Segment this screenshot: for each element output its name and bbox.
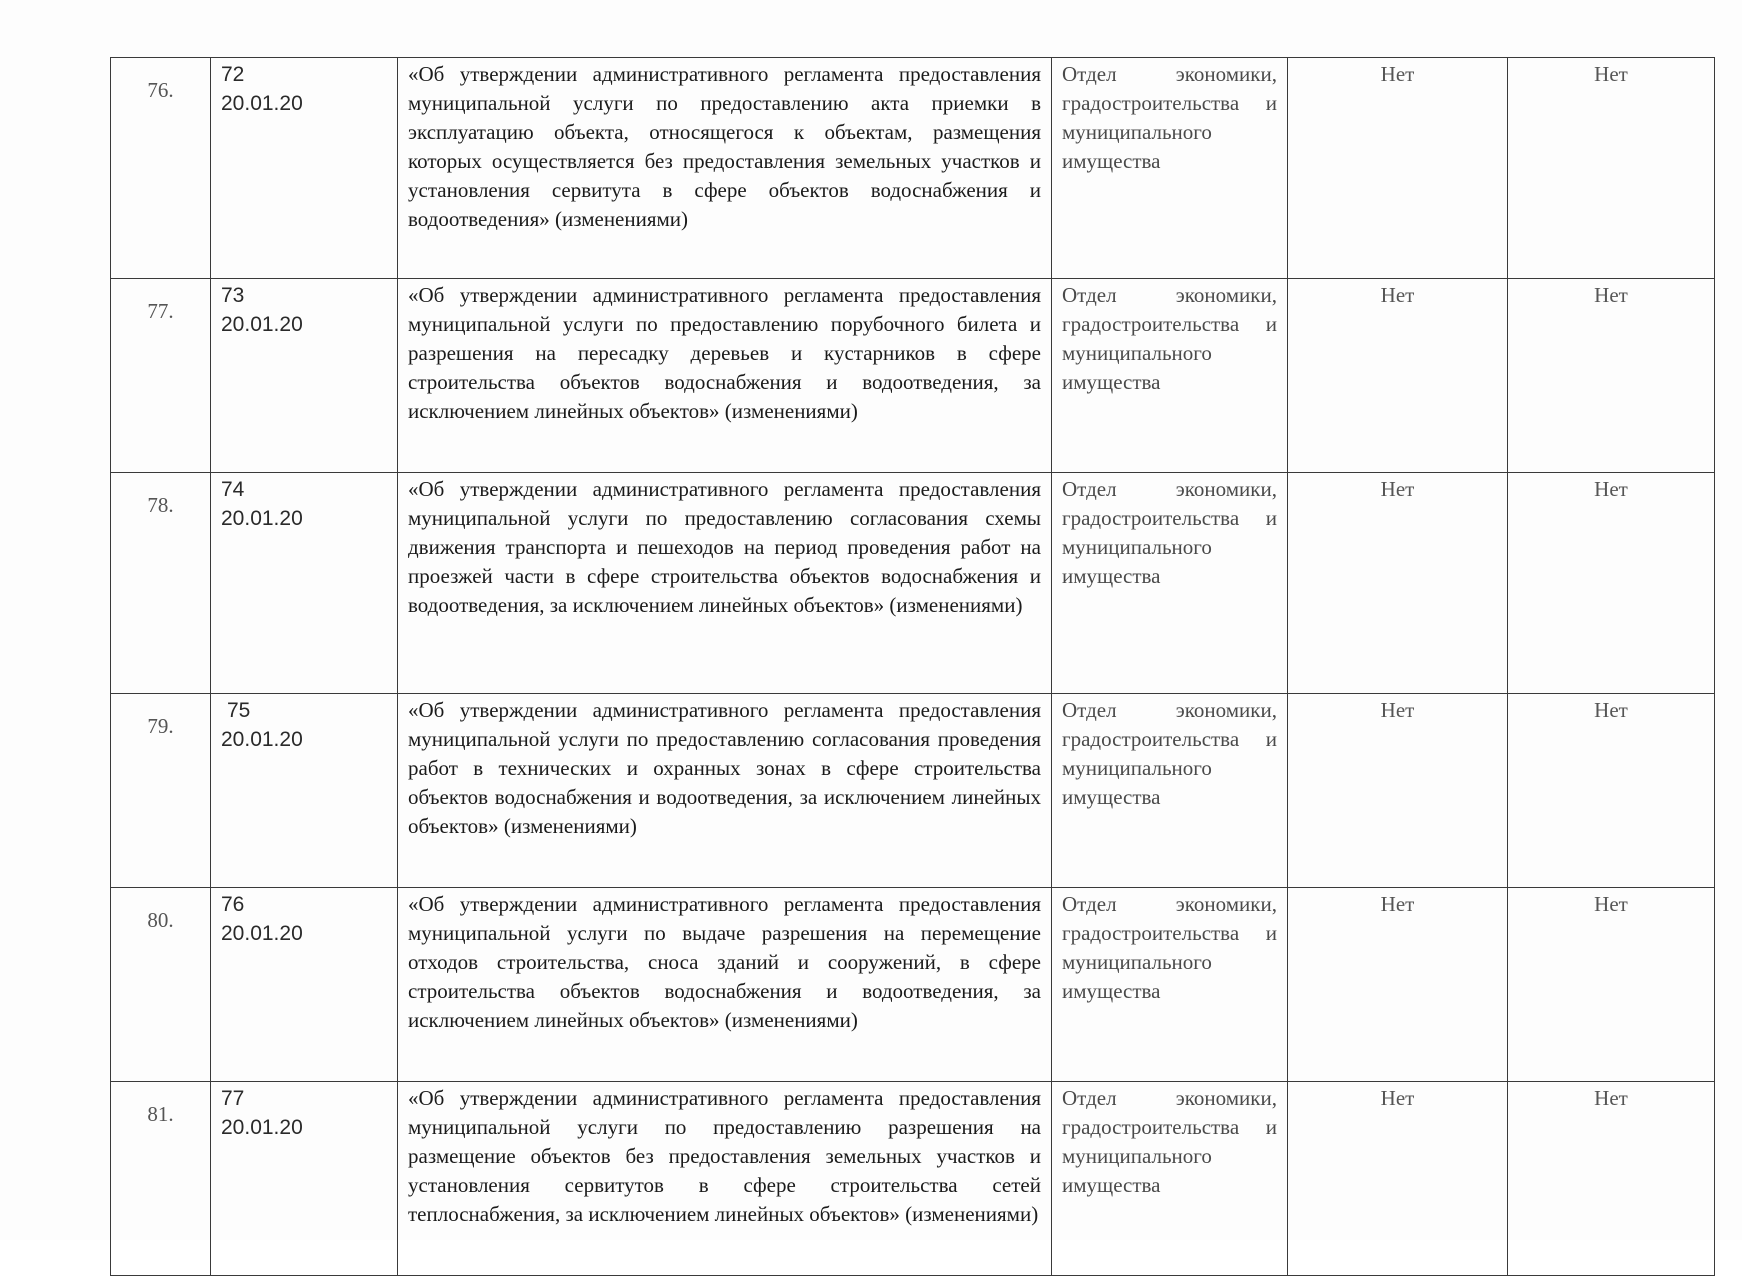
responsible-department: Отдел экономики, градостроительства и муниципального имущества (1052, 1082, 1288, 1276)
document-date: 20.01.20 (221, 1116, 303, 1139)
table-row (111, 694, 1715, 888)
responsible-department: Отдел экономики, градостроительства и муниципального имущества (1052, 888, 1288, 1082)
document-date: 20.01.20 (221, 922, 303, 945)
row-number: 76. (111, 58, 211, 279)
table-row (111, 279, 1715, 473)
document-ref (211, 279, 398, 473)
status-cell: Нет (1508, 279, 1715, 473)
row-number: 81. (111, 1082, 211, 1276)
table-row (111, 473, 1715, 694)
row-number: 80. (111, 888, 211, 1082)
responsible-department: Отдел экономики, градостроительства и муниципального имущества (1052, 279, 1288, 473)
status-cell: Нет (1508, 694, 1715, 888)
document-ref (211, 58, 398, 279)
document-date: 20.01.20 (221, 507, 303, 530)
document-number: 76 (221, 893, 245, 916)
document-number: 73 (221, 284, 245, 307)
document-ref (211, 473, 398, 694)
status-cell: Нет (1288, 694, 1508, 888)
document-number: 74 (221, 478, 245, 501)
document-title: «Об утверждении административного регламента предоставления муниципальной услуги по выдаче разрешения на перемещение отходов строительства, сноса зданий и сооружений, в сфере строительства объектов водоснабжения и водоотведения, за исключением линейных объектов» (изменениями) (398, 888, 1052, 1082)
document-title: «Об утверждении административного регламента предоставления муниципальной услуги по предоставлению согласования проведения работ в технических и охранных зонах в сфере строительства объектов водоснабжения и водоотведения, за исключением линейных объектов» (изменениями) (398, 694, 1052, 888)
status-cell: Нет (1288, 1082, 1508, 1276)
document-title: «Об утверждении административного регламента предоставления муниципальной услуги по предоставлению разрешения на размещение объектов без предоставления земельных участков и установления сервитутов в сфере строительства сетей теплоснабжения, за исключением линейных объектов» (изменениями) (398, 1082, 1052, 1276)
document-date: 20.01.20 (221, 92, 303, 115)
document-ref (211, 888, 398, 1082)
document-number: 75 (227, 699, 251, 722)
status-cell: Нет (1508, 58, 1715, 279)
responsible-department: Отдел экономики, градостроительства и муниципального имущества (1052, 694, 1288, 888)
document-date: 20.01.20 (221, 313, 303, 336)
document-ref (211, 1082, 398, 1276)
registry-table (110, 57, 1715, 1276)
row-number: 79. (111, 694, 211, 888)
status-cell: Нет (1288, 58, 1508, 279)
status-cell: Нет (1288, 888, 1508, 1082)
document-date: 20.01.20 (221, 728, 303, 751)
responsible-department: Отдел экономики, градостроительства и муниципального имущества (1052, 473, 1288, 694)
status-cell: Нет (1288, 473, 1508, 694)
document-number: 72 (221, 63, 245, 86)
table-row (111, 888, 1715, 1082)
document-title: «Об утверждении административного регламента предоставления муниципальной услуги по предоставлению порубочного билета и разрешения на пересадку деревьев и кустарников в сфере строительства объектов водоснабжения и водоотведения, за исключением линейных объектов» (изменениями) (398, 279, 1052, 473)
responsible-department: Отдел экономики, градостроительства и муниципального имущества (1052, 58, 1288, 279)
status-cell: Нет (1508, 1082, 1715, 1276)
status-cell: Нет (1288, 279, 1508, 473)
document-number: 77 (221, 1087, 245, 1110)
status-cell: Нет (1508, 888, 1715, 1082)
table-row (111, 58, 1715, 279)
document-title: «Об утверждении административного регламента предоставления муниципальной услуги по предоставлению акта приемки в эксплуатацию объекта, относящегося к объектам, размещения которых осуществляется без предоставления земельных участков и установления сервитута в сфере объектов водоснабжения и водоотведения» (изменениями) (398, 58, 1052, 279)
status-cell: Нет (1508, 473, 1715, 694)
row-number: 77. (111, 279, 211, 473)
row-number: 78. (111, 473, 211, 694)
document-title: «Об утверждении административного регламента предоставления муниципальной услуги по предоставлению согласования схемы движения транспорта и пешеходов на период проведения работ на проезжей части в сфере строительства объектов водоснабжения и водоотведения, за исключением линейных объектов» (изменениями) (398, 473, 1052, 694)
table-row (111, 1082, 1715, 1276)
document-ref (211, 694, 398, 888)
